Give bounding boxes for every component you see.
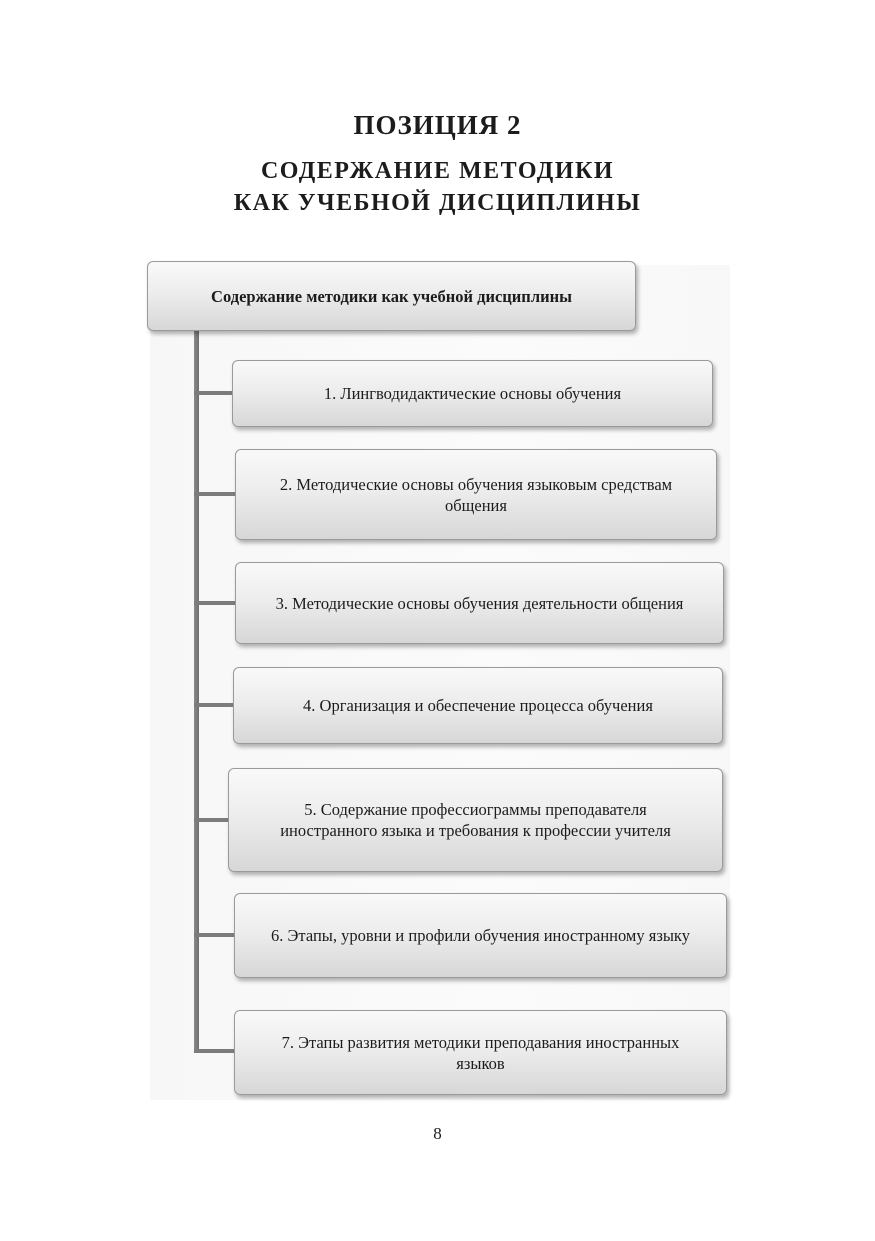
diagram-node-6: 6. Этапы, уровни и профили обучения иностранному языку: [234, 893, 727, 978]
diagram-node-2: 2. Методические основы обучения языковым средствам общения: [235, 449, 717, 540]
diagram-branch-connector-5: [194, 818, 230, 822]
subtitle-line-1: СОДЕРЖАНИЕ МЕТОДИКИ: [260, 158, 615, 184]
diagram-trunk-connector: [194, 330, 199, 1053]
diagram-branch-connector-7: [194, 1049, 236, 1053]
diagram-node-5: 5. Содержание профессиограммы преподавателя иностранного языка и требования к профессии учителя: [228, 768, 723, 872]
diagram-branch-connector-4: [194, 703, 235, 707]
diagram-root-node: Содержание методики как учебной дисциплины: [147, 261, 636, 331]
diagram-node-7: 7. Этапы развития методики преподавания иностранных языков: [234, 1010, 727, 1095]
diagram-branch-connector-2: [194, 492, 237, 496]
diagram-branch-connector-3: [194, 601, 237, 605]
subtitle-line-2: КАК УЧЕБНОЙ ДИСЦИПЛИНЫ: [233, 190, 642, 216]
diagram-node-3: 3. Методические основы обучения деятельности общения: [235, 562, 724, 644]
position-title: ПОЗИЦИЯ 2: [353, 110, 522, 140]
diagram-branch-connector-1: [194, 391, 234, 395]
diagram-node-1: 1. Лингводидактические основы обучения: [232, 360, 713, 427]
diagram-branch-connector-6: [194, 933, 236, 937]
diagram-node-4: 4. Организация и обеспечение процесса обучения: [233, 667, 723, 744]
section-subtitle: [0, 155, 875, 219]
page-number: 8: [433, 1124, 442, 1143]
